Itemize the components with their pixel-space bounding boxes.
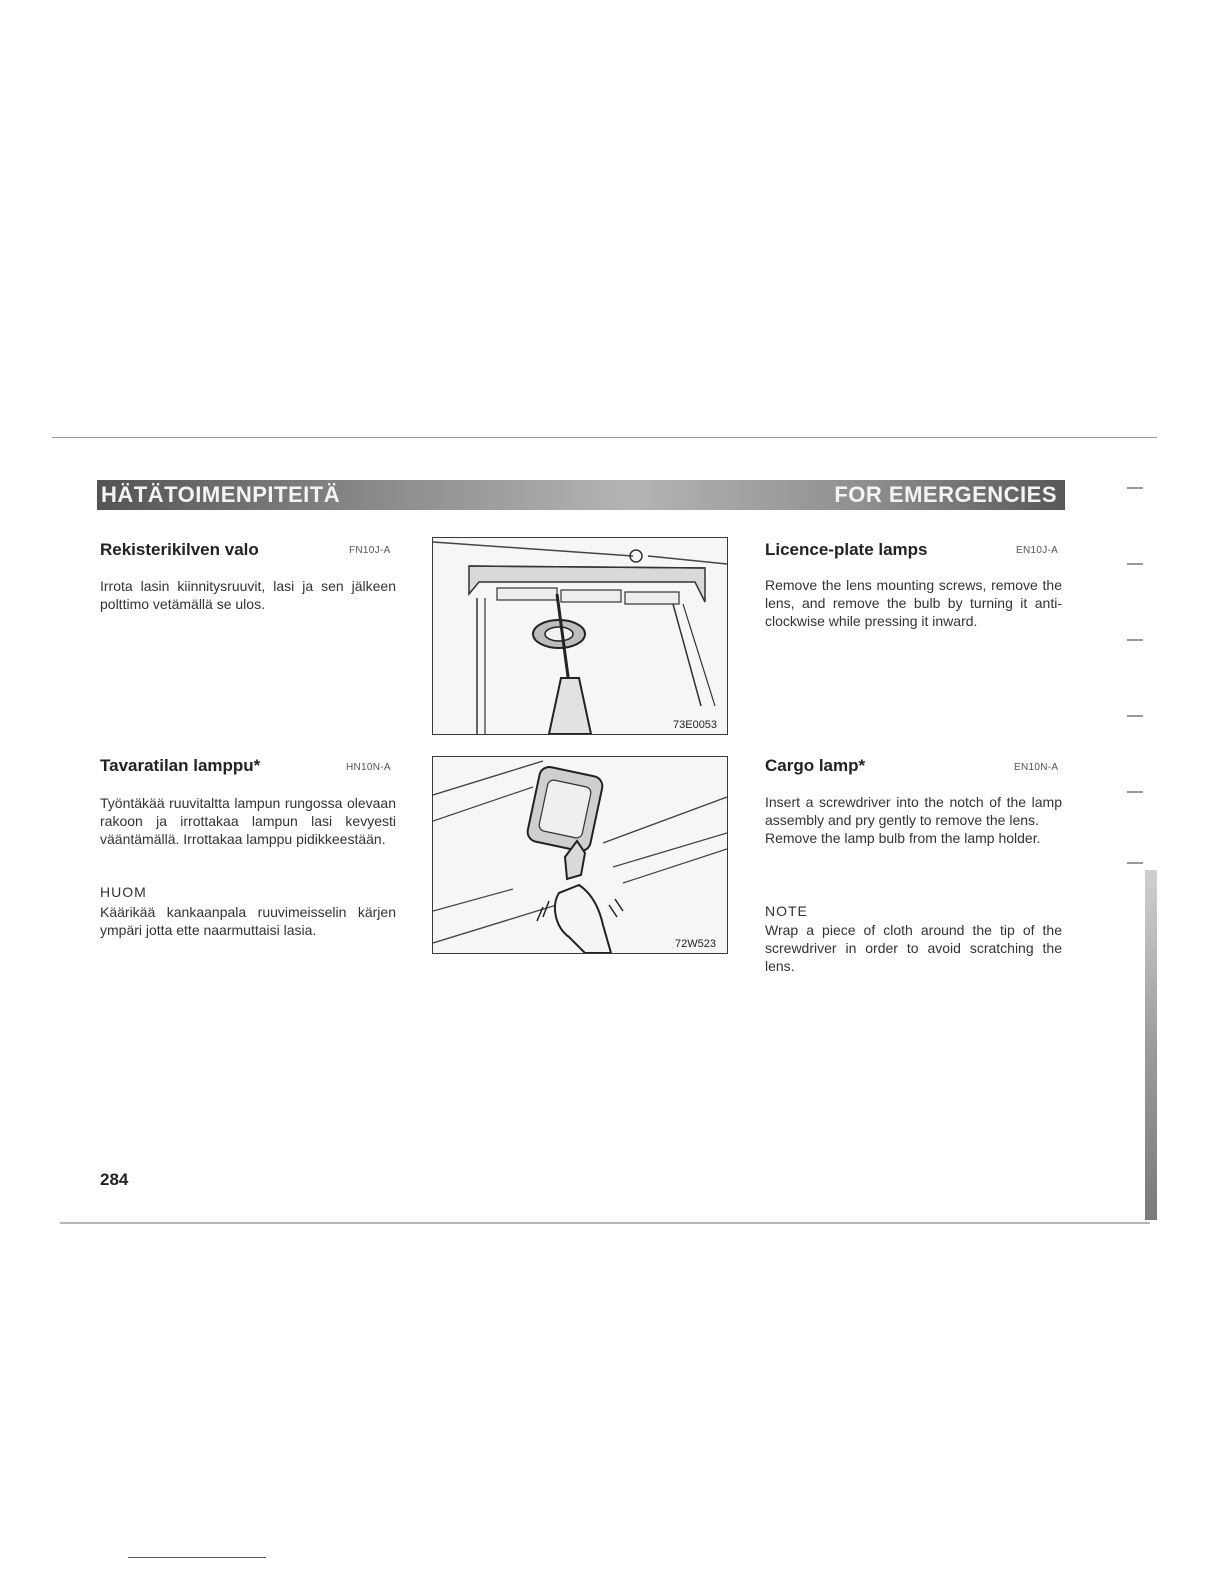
fi-note-body [100, 903, 396, 939]
fi-note-body-text: Käärikää kankaanpala ruuvimeisselin kärjen ympäri jotta ette naarmuttaisi lasia. [100, 904, 396, 939]
en-license-body-text: Remove the lens mounting screws, remove the lens, and remove the bulb by turning it anti-clockwise while pressing it inward. [765, 577, 1062, 630]
en-cargo-body [765, 793, 1062, 848]
margin-tab-mark [1127, 563, 1143, 565]
cargo-figure-id: 72W523 [675, 938, 716, 950]
en-note-body [765, 921, 1062, 976]
en-note-label: NOTE [765, 903, 808, 919]
license-lamp-illustration [432, 537, 728, 735]
page-number: 284 [100, 1170, 129, 1189]
en-cargo-code: EN10N-A [1014, 762, 1059, 773]
fi-license-body-text: Irrota lasin kiinnitysruuvit, lasi ja sen jälkeen polttimo vetämällä se ulos. [100, 578, 396, 613]
margin-tab-mark [1127, 715, 1143, 717]
bottom-rule [60, 1222, 1150, 1224]
cargo-lamp-illustration [432, 756, 728, 954]
top-rule [52, 437, 1157, 438]
fi-note-label: HUOM [100, 884, 147, 900]
en-cargo-body-text-2: Remove the lamp bulb from the lamp holder. [765, 830, 1041, 847]
en-cargo-heading: Cargo lamp* [765, 756, 866, 775]
en-license-heading: Licence-plate lamps [765, 540, 928, 559]
margin-tab-mark [1127, 791, 1143, 793]
margin-tab-mark [1127, 862, 1143, 864]
fi-license-code: FN10J-A [349, 545, 391, 556]
footer-line [128, 1557, 266, 1558]
banner-title-finnish: HÄTÄTOIMENPITEITÄ [101, 482, 341, 507]
page-edge-shadow [1145, 870, 1157, 1220]
en-note-body-text: Wrap a piece of cloth around the tip of the screwdriver in order to avoid scratching the lens. [765, 922, 1062, 975]
license-lamp-drawing [433, 538, 727, 734]
en-cargo-body-text-1: Insert a screwdriver into the notch of the lamp assembly and pry gently to remove the lens. [765, 794, 1062, 829]
fi-license-body [100, 577, 396, 613]
fi-cargo-code: HN10N-A [346, 762, 391, 773]
fi-license-heading: Rekisterikilven valo [100, 540, 259, 559]
fi-cargo-body [100, 794, 396, 849]
fi-cargo-body-text: Työntäkää ruuvitaltta lampun rungossa olevaan rakoon ja irrottakaa lampun lasi kevyesti vääntämällä. Irrottakaa lamppu pidikkeestään. [100, 795, 396, 848]
banner-title-english: FOR EMERGENCIES [834, 482, 1057, 507]
margin-tab-mark [1127, 487, 1143, 489]
en-license-body [765, 576, 1062, 631]
en-license-code: EN10J-A [1016, 545, 1059, 556]
license-figure-id: 73E0053 [673, 719, 718, 731]
fi-cargo-heading: Tavaratilan lamppu* [100, 756, 261, 775]
cargo-lamp-drawing [433, 757, 727, 953]
margin-tab-mark [1127, 639, 1143, 641]
